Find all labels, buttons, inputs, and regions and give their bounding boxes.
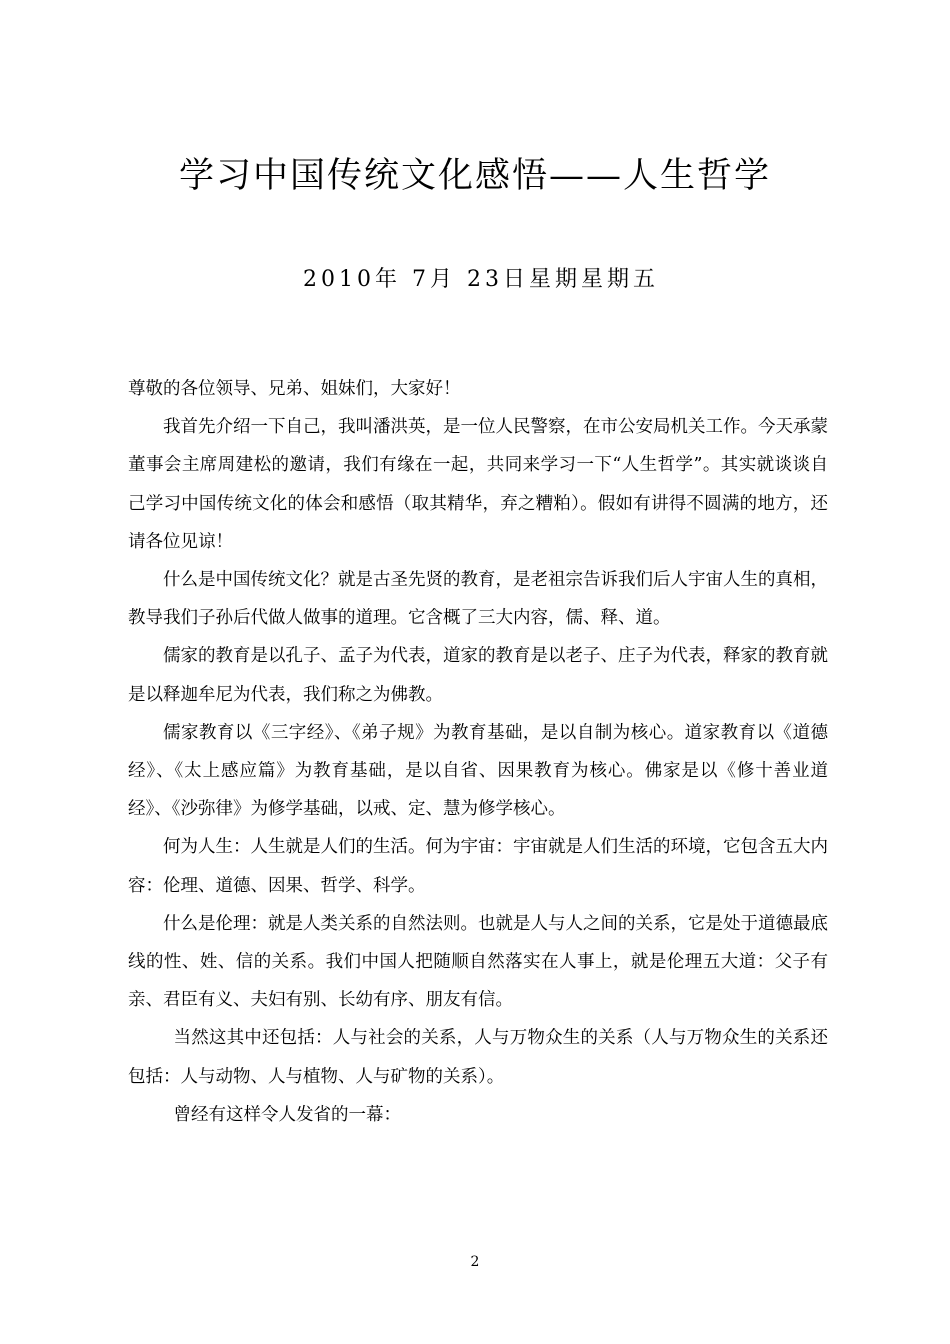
body-paragraph: 曾经有这样令人发省的一幕： bbox=[173, 1104, 401, 1125]
body-paragraph: 儒家的教育是以孔子、孟子为代表，道家的教育是以老子、庄子为代表，释家的教育就是以释迦牟尼为代表，我们称之为佛教。 bbox=[128, 646, 828, 705]
greeting-paragraph: 尊敬的各位领导、兄弟、姐妹们，大家好！ bbox=[128, 379, 461, 399]
body-paragraph: 我首先介绍一下自己，我叫潘洪英，是一位人民警察，在市公安局机关工作。今天承蒙董事会主席周建松的邀请，我们有缘在一起，共同来学习一下“人生哲学”。其实就谈谈自己学习中国传统文化的体会和感悟（取其精华，弃之糟粕）。假如有讲得不圆满的地方，还请各位见谅！ bbox=[128, 417, 828, 552]
body-paragraph: 何为人生：人生就是人们的生活。何为宇宙：宇宙就是人们生活的环境，它包含五大内容：伦理、道德、因果、哲学、科学。 bbox=[128, 837, 828, 896]
body-paragraph: 儒家教育以《三字经》、《弟子规》为教育基础，是以自制为核心。道家教育以《道德经》、《太上感应篇》为教育基础，是以自省、因果教育为核心。佛家是以《修十善业道经》、《沙弥律》为修学基础，以戒、定、慧为修学核心。 bbox=[128, 722, 828, 820]
page-number: 2 bbox=[470, 1254, 480, 1270]
document-title: 学习中国传统文化感悟——人生哲学 bbox=[178, 156, 771, 196]
body-paragraph: 什么是伦理：就是人类关系的自然法则。也就是人与人之间的关系，它是处于道德最底线的性、姓、信的关系。我们中国人把随顺自然落实在人事上，就是伦理五大道：父子有亲、君臣有义、夫妇有别、长幼有序、朋友有信。 bbox=[128, 913, 828, 1011]
document-date: 2010年 7月 23日星期星期五 bbox=[303, 267, 659, 292]
document-body bbox=[128, 370, 828, 1134]
body-paragraph: 什么是中国传统文化？就是古圣先贤的教育，是老祖宗告诉我们后人宇宙人生的真相，教导我们子孙后代做人做事的道理。它含概了三大内容，儒、释、道。 bbox=[128, 570, 828, 629]
body-paragraph: 当然这其中还包括：人与社会的关系，人与万物众生的关系（人与万物众生的关系还包括：人与动物、人与植物、人与矿物的关系）。 bbox=[128, 1028, 828, 1087]
